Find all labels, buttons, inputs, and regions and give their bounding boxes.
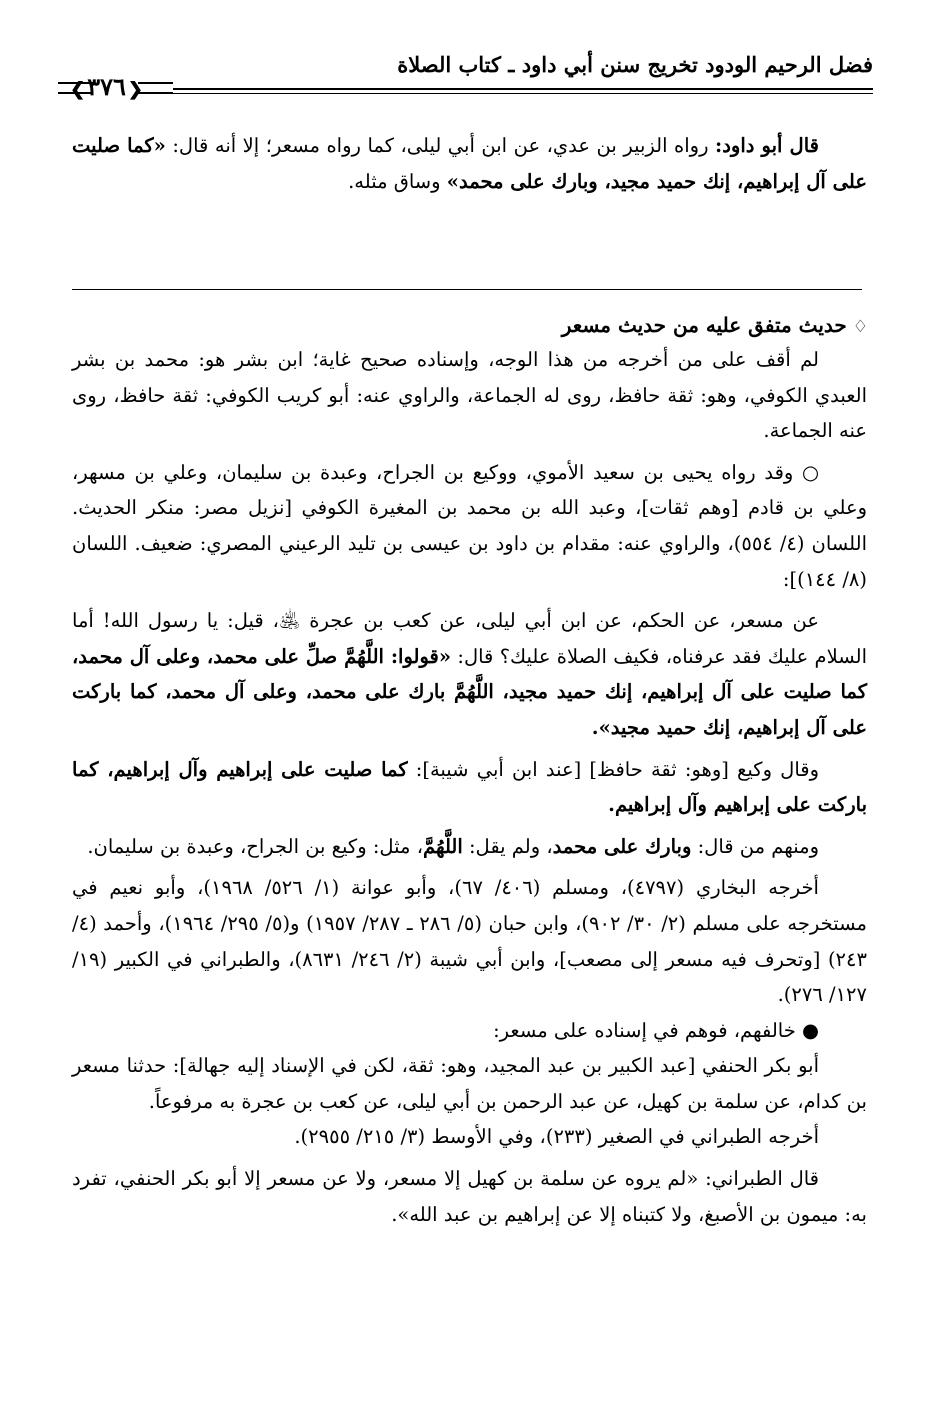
header-rule-thin <box>58 93 873 94</box>
page-header <box>58 50 873 101</box>
main-text <box>72 342 867 1232</box>
hadith-matn: «قولوا: اللَّهُمَّ صلِّ على محمد، وعلى آل محمد، كما صليت على آل إبراهيم، إنك حميد مجيد، اللَّهُمَّ بارك على محمد، وعلى آل محمد، كما باركت على آل إبراهيم، إنك حميد مجيد». <box>72 644 867 739</box>
paragraph-isnad-assessment: لم أقف على من أخرجه من هذا الوجه، وإسناده صحيح غاية؛ ابن بشر هو: محمد بن بشر العبدي الكوفي، وهو: ثقة حافظ، روى له الجماعة، والراوي عنه: أبو كريب الكوفي: ثقة حافظ، روى عنه الجماعة. <box>72 348 867 443</box>
page-number: ❮ ٣٧٦ ❯ <box>88 68 143 106</box>
speaker-lead: قال أبو داود: <box>715 134 819 157</box>
abu-dawud-quote: قال أبو داود: رواه الزبير بن عدي، عن ابن أبي ليلى، كما رواه مسعر؛ إلا أنه قال: «كما صليت على آل إبراهيم، إنك حميد مجيد، وبارك على محمد» وساق مثله. <box>72 134 867 193</box>
paragraph-takhrij: أخرجه البخاري (٤٧٩٧)، ومسلم (٤٠٦/ ٦٧)، وأبو عوانة (١/ ٥٢٦/ ١٩٦٨)، وأبو نعيم في مستخرجه على مسلم (٢/ ٣٠/ ٩٠٢)، وابن حبان (٥/ ٢٨٦ ـ ٢٨٧/ ١٩٥٧) و(٥/ ٢٩٥/ ١٩٦٤)، وأحمد (٤/ ٢٤٣) [وتحرف فيه مسعر إلى مصعب]، وابن أبي شيبة (٢/ ٢٤٦/ ٨٦٣١)، والطبراني في الكبير (١٩/ ١٢٧/ ٢٧٦). <box>72 876 867 1007</box>
paragraph-tabarani-quote: قال الطبراني: «لم يروه عن سلمة بن كهيل إلا مسعر، ولا عن مسعر إلا أبو بكر الحنفي، تفرد به: ميمون بن الأصبغ، ولا كتبناه إلا عن إبراهيم بن عبد الله». <box>72 1167 867 1226</box>
paragraph-variant-wording: ومنهم من قال: وبارك على محمد، ولم يقل: اللَّهُمَّ، مثل: وكيع بن الجراح، وعبدة بن سليمان. <box>87 834 819 858</box>
top-paragraph-block <box>72 128 867 199</box>
page-number-ornament <box>58 68 173 110</box>
section-marker-icon: ♢ <box>852 317 868 337</box>
paragraph-waki-variant: وقال وكيع [وهو: ثقة حافظ] [عند ابن أبي شيبة]: كما صليت على إبراهيم وآل إبراهيم، كما باركت على إبراهيم وآل إبراهيم. <box>72 757 867 817</box>
paragraph-tabarani-takhrij: أخرجه الطبراني في الصغير (٢٣٣)، وفي الأوسط (٣/ ٢١٥/ ٢٩٥٥). <box>294 1125 819 1149</box>
paragraph-abu-bakr-hanafi: أبو بكر الحنفي [عبد الكبير بن عبد المجيد، وهو: ثقة، لكن في الإسناد إليه جهالة]: حدثنا مسعر بن كدام، عن سلمة بن كهيل، عن عبد الرحمن بن أبي ليلى، عن كعب بن عجرة به مرفوعاً. <box>72 1054 867 1113</box>
ornament-lines-right <box>138 82 173 94</box>
hadith-quote: «كما صليت على آل إبراهيم، إنك حميد مجيد، وبارك على محمد» <box>72 134 867 193</box>
paragraph-other-narrators: ○ وقد رواه يحيى بن سعيد الأموي، ووكيع بن الجراح، وعبدة بن سليمان، وعلي بن مسهر، وعلي بن قادم [وهم ثقات]، وعبد الله بن محمد بن المغيرة الكوفي [نزيل مصر: منكر الحديث. اللسان (٤/ ٥٥٤)، والراوي عنه: مقدام بن داود بن عيسى بن تليد الرعيني المصري: ضعيف. اللسان (٨/ ١٤٤)]: <box>72 460 867 591</box>
section-heading <box>562 313 868 337</box>
section-title-text: حديث متفق عليه من حديث مسعر <box>561 313 847 337</box>
section-divider <box>72 289 862 290</box>
header-rule-thick <box>58 88 873 90</box>
paragraph-disagreement: ● خالفهم، فوهم في إسناده على مسعر: <box>493 1018 819 1042</box>
paragraph-hadith-text: عن مسعر، عن الحكم، عن ابن أبي ليلى، عن كعب بن عجرة ﵁، قيل: يا رسول الله! أما السلام عليك فقد عرفناه، فكيف الصلاة عليك؟ قال: «قولوا: اللَّهُمَّ صلِّ على محمد، وعلى آل محمد، كما صليت على آل إبراهيم، إنك حميد مجيد، اللَّهُمَّ بارك على محمد، وعلى آل محمد، كما باركت على آل إبراهيم، إنك حميد مجيد». <box>72 609 868 739</box>
running-title: فضل الرحيم الودود تخريج سنن أبي داود ـ كتاب الصلاة <box>397 52 873 77</box>
